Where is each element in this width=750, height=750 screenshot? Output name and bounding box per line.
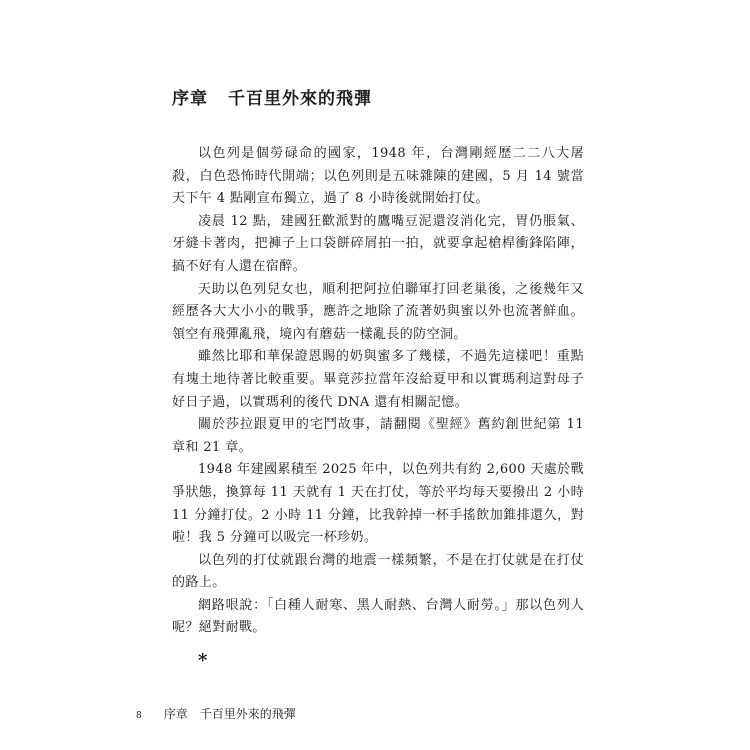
footer-chapter-title: 千百里外來的飛彈 — [199, 707, 296, 721]
chapter-name: 千百里外來的飛彈 — [228, 89, 372, 109]
paragraph: 以色列是個勞碌命的國家，1948 年，台灣剛經歷二二八大屠殺，白色恐怖時代開端；以色列則是五味雜陳的建國，5 月 14 號當天下午 4 點剛宣布獨立，過了 8 小時後就開始打仗。 — [172, 146, 584, 207]
running-footer — [136, 705, 296, 722]
chapter-label: 序章 — [172, 89, 208, 109]
paragraph: 天助以色列兒女也，順利把阿拉伯聯軍打回老巢後，之後幾年又經歷各大大小小的戰爭，應許之地除了流著奶與蜜以外也流著鮮血。領空有飛彈亂飛，境內有蘑菇一樣亂長的防空洞。 — [172, 281, 584, 342]
section-break: * — [198, 650, 208, 671]
page-number: 8 — [136, 711, 142, 721]
footer-chapter-label: 序章 — [163, 707, 188, 721]
body-text — [172, 143, 584, 640]
paragraph: 關於莎拉跟夏甲的宅鬥故事，請翻閱《聖經》舊約創世紀第 11 章和 21 章。 — [172, 417, 584, 455]
paragraph: 凌晨 12 點，建國狂歡派對的鷹嘴豆泥還沒消化完，胃仍脹氣、牙縫卡著肉，把褲子上口袋餅碎屑拍一拍，就要拿起槍桿衝鋒陷陣，搞不好有人還在宿醉。 — [172, 213, 584, 274]
paragraph: 網路哏說：「白種人耐寒、黑人耐熱、台灣人耐勞。」那以色列人呢？絕對耐戰。 — [172, 597, 584, 636]
chapter-title — [172, 84, 372, 109]
paragraph: 1948 年建國累積至 2025 年中，以色列共有約 2,600 天處於戰爭狀態，換算每 11 天就有 1 天在打仗，等於平均每天要撥出 2 小時 11 分鐘打仗。2 小時 11 分鐘，比我幹掉一杯手搖飲加錐排還久，對啦！我 5 分鐘可以吸完一杯珍奶。 — [172, 462, 584, 546]
paragraph: 以色列的打仗就跟台灣的地震一樣頻繁，不是在打仗就是在打仗的路上。 — [172, 552, 584, 591]
paragraph: 雖然比耶和華保證恩賜的奶與蜜多了幾樣，不過先這樣吧！重點有塊土地待著比較重要。畢竟莎拉當年沒給夏甲和以實瑪利這對母子好日子過，以實瑪利的後代 DNA 還有相關記憶。 — [172, 349, 584, 410]
